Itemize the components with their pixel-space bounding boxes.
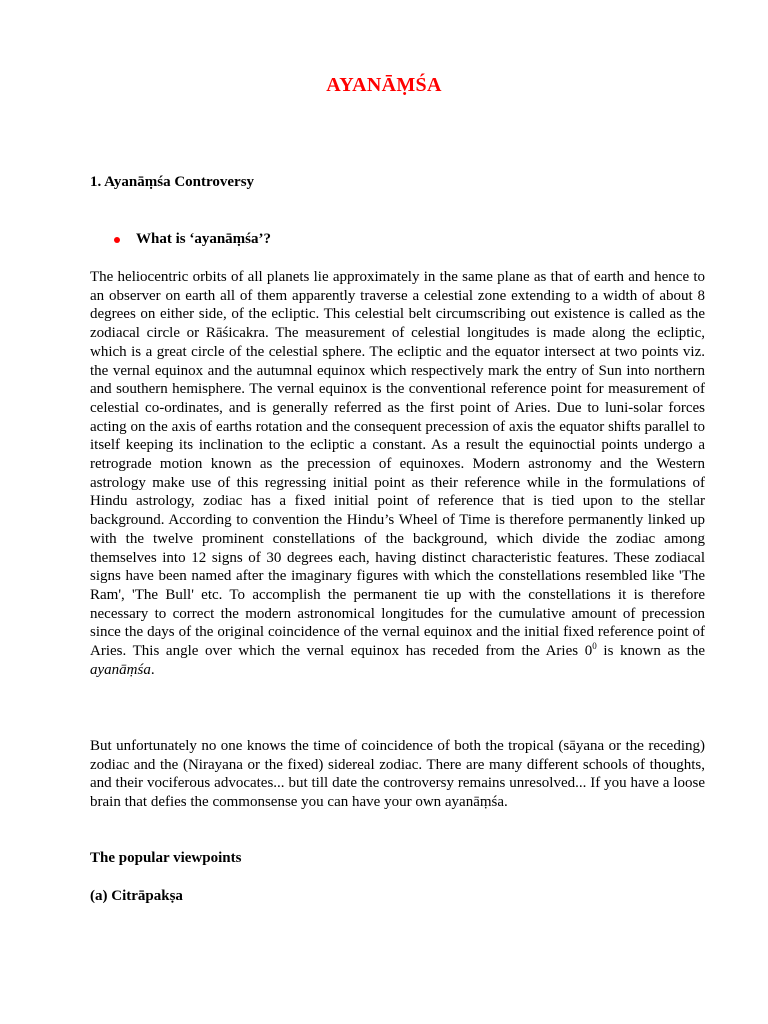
bullet-question xyxy=(114,231,271,248)
paragraph1-end: . xyxy=(150,661,155,678)
paragraph1-tail: is known as the xyxy=(596,643,705,660)
subheading-citrapaksa: (a) Citrāpakṣa xyxy=(90,888,183,904)
subheading-popular-viewpoints: The popular viewpoints xyxy=(90,850,242,866)
paragraph-ayanamsa-definition xyxy=(90,268,705,679)
paragraph1-main: The heliocentric orbits of all planets lie approximately in the same plane as that of earth and hence to an observer on earth all of them apparently traverse a celestial zone extending to a width of about 8 degrees on either side, of the ecliptic. This celestial belt circumscribing out existence is called as the zodiacal circle or Rāśicakra. The measurement of celestial longitudes is made along the ecliptic, which is a great circle of the celestial sphere. The ecliptic and the equator intersect at two points viz. the vernal equinox and the autumnal equinox which respectively mark the entry of Sun into northern and southern hemisphere. The vernal equinox is the conventional reference point for measurement of celestial co-ordinates, and is generally referred as the first point of Aries. Due to luni-solar forces acting on the axis of earths rotation and the consequent precession of axis the equator shifts parallel to itself keeping its inclination to the ecliptic a constant. As a result the equinoctial points undergo a retrograde motion known as the precession of equinoxes. Modern astronomy and the Western astrology make use of this regressing initial point as their reference while in the formulations of Hindu astrology, zodiac has a fixed initial point of reference that is tied upon to the stellar background. According to convention the Hindu’s Wheel of Time is therefore permanently linked up with the twelve prominent constellations of the background, which divide the zodiac among themselves into 12 signs of 30 degrees each, having distinct characteristic features. These zodiacal signs have been named after the imaginary figures with which the constellations resembled like 'The Ram', 'The Bull' etc. To accomplish the permanent tie up with the constellations it is therefore necessary to correct the modern astronomical longitudes for the cumulative amount of precession since the days of the original coincidence of the vernal equinox and the initial fixed reference point of Aries. This angle over which the vernal equinox has receded from the Aries 0 xyxy=(90,269,705,660)
section-heading: 1. Ayanāṃśa Controversy xyxy=(90,174,255,190)
paragraph1-italic-term: ayanāṃśa xyxy=(90,661,151,678)
paragraph-controversy: But unfortunately no one knows the time of coincidence of both the tropical (sāyana or the receding) zodiac and the (Nirayana or the fixed) sidereal zodiac. There are many different schools of thoughts, and their vociferous advocates... but till date the controversy remains unresolved... If you have a loose brain that defies the commonsense you can have your own ayanāṃśa. xyxy=(90,738,705,811)
paragraph1-superscript: 0 xyxy=(592,641,597,652)
bullet-dot-icon xyxy=(114,237,120,243)
bullet-question-text: What is ‘ayanāṃśa’? xyxy=(136,231,272,247)
page-title: AYANĀṂŚA xyxy=(326,74,442,96)
